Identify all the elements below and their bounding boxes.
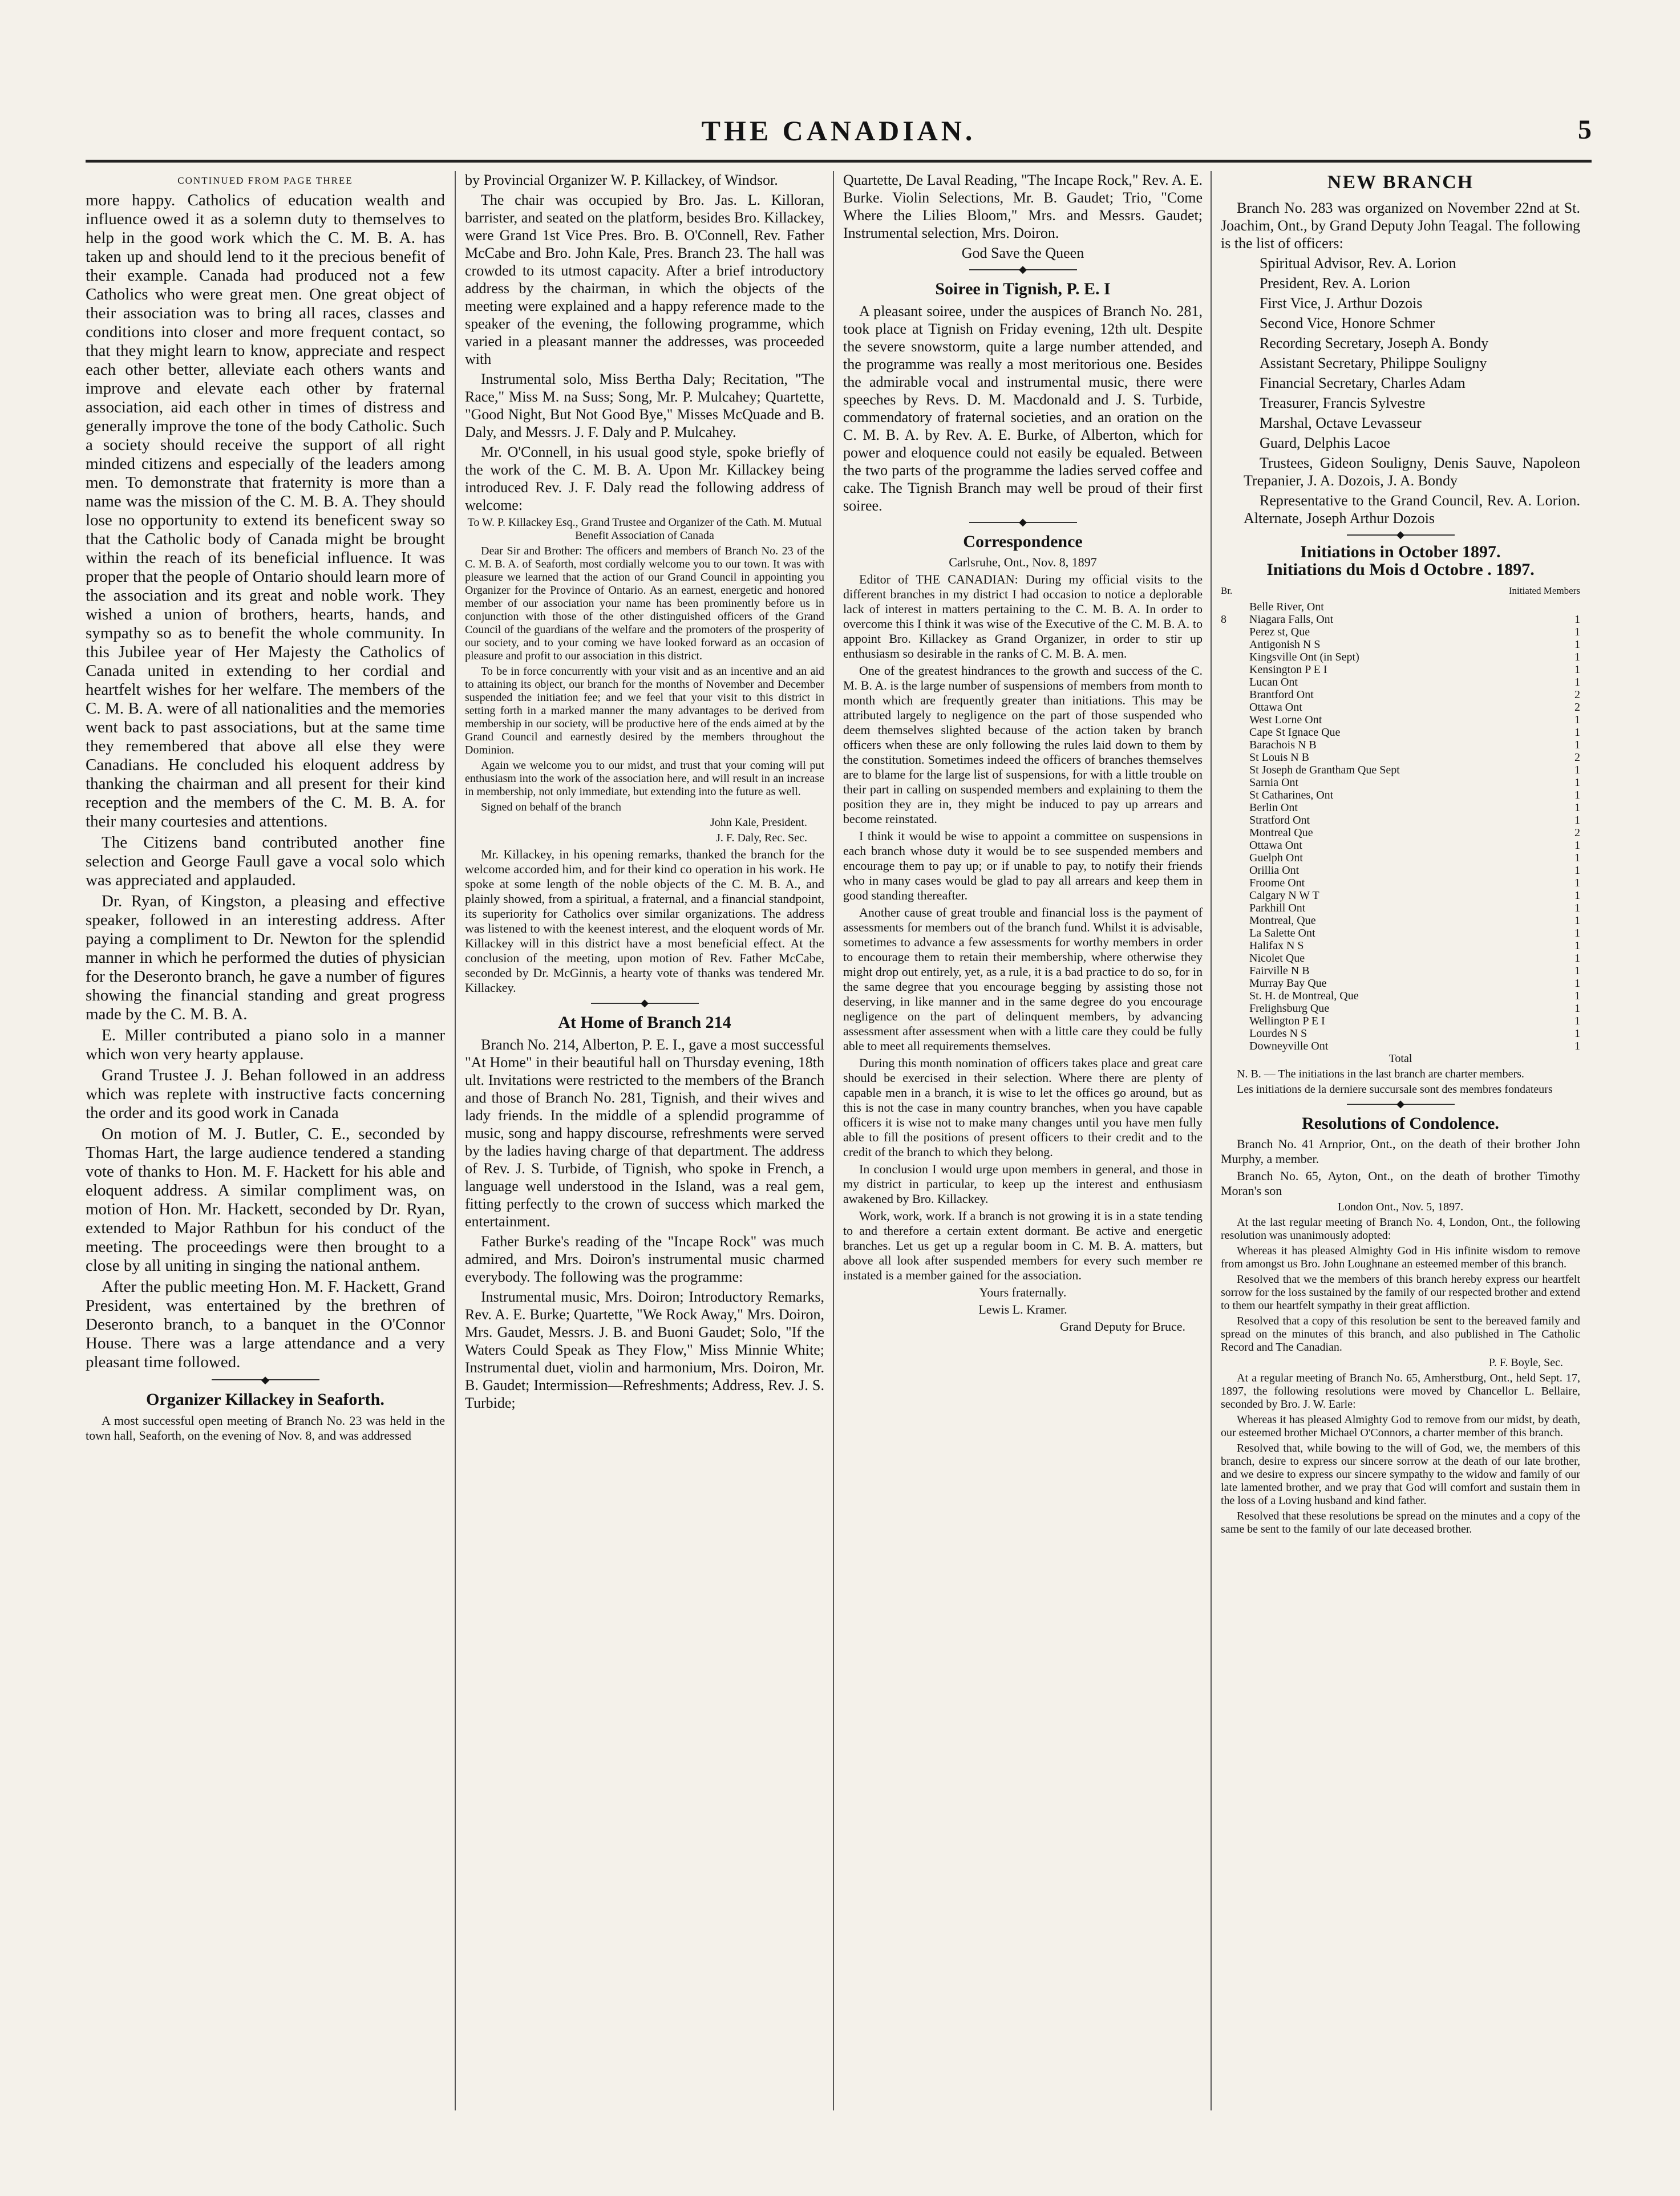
branch-number xyxy=(1221,914,1249,927)
officer-line: First Vice, J. Arthur Dozois xyxy=(1260,295,1423,311)
letter-paragraph: One of the greatest hindrances to the growth and success of the C. M. B. A. is the large number of suspensions of members from month to month which are frequently greater than initiations. This may be attributed largely to negligence on the part of those suspended who deem themselves slighted because of the action taken by branch officers when these are only following the rules laid down to them by the constitution. Sometimes indeed the officers of branches themselves are to blame for the large list of suspensions, for with a little trouble on their part in calling on suspended members and explaining to them the position they are in, they might be induced to pay up arrears and become reinstated. xyxy=(843,663,1203,826)
closing-line: God Save the Queen xyxy=(961,245,1084,261)
article-paragraph: Quartette, De Laval Reading, "The Incape Rock," Rev. A. E. Burke. Violin Selections, Mr. B. Gaudet; Trio, "Come Where the Lilies Bloom," Mrs. and Messrs. Gaudet; Instrumental selection, Mrs. Doiron. xyxy=(843,172,1203,241)
masthead-rule xyxy=(86,160,1592,163)
branch-number xyxy=(1221,990,1249,1002)
branch-place: West Lorne Ont xyxy=(1249,714,1322,726)
article-paragraph: Instrumental music, Mrs. Doiron; Introductory Remarks, Rev. A. E. Burke; Quartette, "We Rock Away," Mrs. Doiron, Mrs. Gaudet, Messrs. J. B. and Buoni Gaudet; Solo, "If the Waters Could Speak as They Flow," Miss Minnie White; Instrumental duet, violin and harmonium, Mrs. Doiron, Mr. B. Gaudet; Intermission—Refreshments; Address, Rev. J. S. Turbide; xyxy=(465,1289,824,1411)
article-heading: Correspondence xyxy=(963,532,1083,551)
branch-number xyxy=(1221,939,1249,952)
column-2 xyxy=(465,171,824,2110)
col-branch: Br. xyxy=(1221,585,1233,596)
table-row xyxy=(1221,1027,1580,1040)
branch-number xyxy=(1221,739,1249,751)
table-row xyxy=(1221,688,1580,701)
signature: John Kale, President. xyxy=(710,816,807,829)
article-paragraph: Branch No. 65, Ayton, Ont., on the death of brother Timothy Moran's son xyxy=(1221,1169,1580,1198)
table-row xyxy=(1221,751,1580,764)
resolution-paragraph: Resolved that a copy of this resolution be sent to the bereaved family and spread on the minutes of this branch, and also published in The Catholic Record and The Canadian. xyxy=(1221,1315,1580,1354)
table-row xyxy=(1221,701,1580,714)
branch-place: St. H. de Montreal, Que xyxy=(1249,990,1359,1002)
branch-number xyxy=(1221,977,1249,990)
initiated-count: 2 xyxy=(1574,688,1580,701)
article-heading: At Home of Branch 214 xyxy=(558,1013,731,1032)
table-row xyxy=(1221,990,1580,1002)
branch-number xyxy=(1221,638,1249,651)
article-paragraph: Branch No. 214, Alberton, P. E. I., gave a most successful "At Home" in their beautiful hall on Thursday evening, 18th ult. Invitations were restricted to the members of the Branch and those of Branch No. 281, Tignish, and their wives and lady friends. In the middle of a splendid programme of music, song and happy discourse, refreshments were served by the ladies having charge of that department. The address of Rev. J. S. Turbide, of Tignish, who spoke in French, a language well understood in the Island, was a real gem, fitting perfectly to the crown of success which marked the entertainment. xyxy=(465,1036,824,1230)
address-salutation: To W. P. Killackey Esq., Grand Trustee and Organizer of the Cath. M. Mutual Benefit Association of Canada xyxy=(467,516,822,542)
table-row xyxy=(1221,1015,1580,1027)
branch-place: Ottawa Ont xyxy=(1249,839,1302,852)
article-paragraph: Dr. Ryan, of Kingston, a pleasing and effective speaker, followed in an interesting address. After paying a compliment to Dr. Newton for the splendid manner in which he performed the duties of physician for the Deseronto branch, he gave a number of figures showing the financial standing and great progress made by the C. M. B. A. xyxy=(86,892,445,1023)
signature: Lewis L. Kramer. xyxy=(978,1302,1067,1316)
article-paragraph: The chair was occupied by Bro. Jas. L. Killoran, barrister, and seated on the platform, besides Bro. Killackey, were Grand 1st Vice Pres. Bro. B. O'Connell, Rev. Father McCabe and Bro. John Kale, Pres. Branch 23. The hall was crowded to its utmost capacity. After a brief introductory address by the chairman, in which the objects of the meeting were explained and a happy reference made to the speaker of the evening, the following programme, which varied in a pleasant manner the addresses, was proceeded with xyxy=(465,192,824,367)
article-paragraph: Branch No. 283 was organized on November 22nd at St. Joachim, Ont., by Grand Deputy John Teagal. The following is the list of officers: xyxy=(1221,200,1580,252)
table-row xyxy=(1221,776,1580,789)
total-label: Total xyxy=(1388,1052,1412,1065)
branch-place: St Joseph de Grantham Que Sept xyxy=(1249,764,1400,776)
article-paragraph: Mr. Killackey, in his opening remarks, thanked the branch for the welcome accorded him, and for their kind co operation in his work. He spoke at some length of the noble objects of the C. M. B. A., and plainly showed, from a spiritual, a fraternal, and a financial standpoint, its superiority for Catholics over similar organizations. The address was listened to with the keenest interest, and the eloquent words of Mr. Killackey will in this district have a most beneficial effect. At the conclusion of the meeting, upon motion of Rev. Father McCabe, seconded by Dr. McGinnis, a hearty vote of thanks was tendered Mr. Killackey. xyxy=(465,847,824,995)
branch-place: Murray Bay Que xyxy=(1249,977,1327,990)
letter-paragraph: Work, work, work. If a branch is not growing it is in a state tending to and therefore a certain extent dormant. Be active and energetic branches. Let us get up a regular boom in C. M. B. A. matters, but above all look after suspended members for every such member re instated is a member gained for the association. xyxy=(843,1209,1203,1282)
officer-line: Recording Secretary, Joseph A. Bondy xyxy=(1260,335,1489,351)
resolution-paragraph: Resolved that these resolutions be spread on the minutes and a copy of the same be sent to the family of our late deceased brother. xyxy=(1221,1510,1580,1535)
table-row xyxy=(1221,902,1580,914)
article-paragraph: Mr. O'Connell, in his usual good style, spoke briefly of the work of the C. M. B. A. Upon Mr. Killackey being introduced Rev. J. F. Daly read the following address of welcome: xyxy=(465,444,824,513)
table-row xyxy=(1221,651,1580,663)
article-heading: Organizer Killackey in Seaforth. xyxy=(146,1390,384,1409)
branch-number xyxy=(1221,626,1249,638)
branch-number xyxy=(1221,776,1249,789)
officer-line: Second Vice, Honore Schmer xyxy=(1260,315,1435,331)
branch-place: Ottawa Ont xyxy=(1249,701,1302,714)
column-3 xyxy=(843,171,1203,2110)
column-4 xyxy=(1221,171,1580,2110)
address-paragraph: To be in force concurrently with your visit and as an incentive and an aid to attaining its object, our branch for the months of November and December suspended the initiation fee; and we feel that your visit to this district in setting forth in a marked manner the many advantages to be derived from membership in our society, will be productive here of the ends aimed at by the Grand Council and earnestly desired by the members throughout the Dominion. xyxy=(465,665,824,756)
table-row xyxy=(1221,801,1580,814)
table-row xyxy=(1221,889,1580,902)
branch-place: Belle River, Ont xyxy=(1249,601,1324,613)
table-row xyxy=(1221,877,1580,889)
signed-line: Signed on behalf of the branch xyxy=(481,801,622,813)
dateline: London Ont., Nov. 5, 1897. xyxy=(1337,1201,1464,1213)
initiated-count: 1 xyxy=(1574,801,1580,814)
officer-line: Marshal, Octave Levasseur xyxy=(1260,415,1422,431)
article-heading: Resolutions of Condolence. xyxy=(1302,1114,1499,1133)
initiated-count: 1 xyxy=(1574,1040,1580,1052)
table-row xyxy=(1221,839,1580,852)
officer-line: Spiritual Advisor, Rev. A. Lorion xyxy=(1260,255,1456,272)
branch-place: Orillia Ont xyxy=(1249,864,1300,877)
branch-place: Kensington P E I xyxy=(1249,663,1327,676)
initiated-count: 2 xyxy=(1574,701,1580,714)
branch-number xyxy=(1221,789,1249,801)
branch-place: Lourdes N S xyxy=(1249,1027,1307,1040)
initiated-count: 1 xyxy=(1574,739,1580,751)
branch-place: Perez st, Que xyxy=(1249,626,1310,638)
article-paragraph: Father Burke's reading of the "Incape Rock" was much admired, and Mrs. Doiron's instrumental music charmed everybody. The following was the programme: xyxy=(465,1233,824,1285)
branch-number xyxy=(1221,663,1249,676)
table-row xyxy=(1221,965,1580,977)
branch-number xyxy=(1221,751,1249,764)
branch-number xyxy=(1221,701,1249,714)
officer-line: President, Rev. A. Lorion xyxy=(1260,275,1411,291)
table-row xyxy=(1221,714,1580,726)
letter-paragraph: Another cause of great trouble and financial loss is the payment of assessments for members out of the branch fund. Whilst it is advisable, sometimes to advance a few assessments for worthy members in order to encourage them to retain their membership, where otherwise they might drop out entirely, yet, as a rule, it is a bad practice to do so, for in the same degree that you encourage begging by assisting those not deserving, in like manner and in the same degree do you encourage negligence on the part of delinquent members, by advancing assessment after assessment when with a little care they could be fully able to meet all requirements themselves. xyxy=(843,905,1203,1053)
branch-place: Froome Ont xyxy=(1249,877,1305,889)
article-paragraph: A pleasant soiree, under the auspices of Branch No. 281, took place at Tignish on Friday evening, 12th ult. Despite the severe snowstorm, quite a large number attended, and the programme was really a most meritorious one. Besides the admirable vocal and instrumental music, there were speeches by Revs. D. M. Macdonald and J. S. Turbide, commendatory of fraternal societies, and an oration on the C. M. B. A. by Rev. A. E. Burke, of Alberton, which for power and eloquence could not easily be equaled. Between the two parts of the programme the ladies served coffee and cake. The Tignish Branch may well be proud of their first soiree. xyxy=(843,303,1203,514)
branch-number xyxy=(1221,1027,1249,1040)
table-row xyxy=(1221,864,1580,877)
resolution-paragraph: Resolved that we the members of this branch hereby express our heartfelt sorrow for the loss sustained by the family of our respected brother and extend to them our heartfelt sympathy in their great affliction. xyxy=(1221,1273,1580,1312)
branch-number xyxy=(1221,889,1249,902)
resolution-paragraph: Whereas it has pleased Almighty God in His infinite wisdom to remove from amongst us Bro. John Loughnane an esteemed member of this branch. xyxy=(1221,1245,1580,1270)
initiated-count: 1 xyxy=(1574,1002,1580,1015)
branch-place: St Louis N B xyxy=(1249,751,1310,764)
branch-number xyxy=(1221,864,1249,877)
branch-number xyxy=(1221,902,1249,914)
section-divider xyxy=(1221,532,1580,538)
initiated-count: 1 xyxy=(1574,651,1580,663)
article-heading: Soiree in Tignish, P. E. I xyxy=(935,279,1111,298)
article-paragraph: On motion of M. J. Butler, C. E., seconded by Thomas Hart, the large audience tendered a standing vote of thanks to Hon. M. F. Hackett for his able and eloquent address. A similar compliment was, on motion of Hon. Mr. Hackett, seconded by Dr. Ryan, extended to Major Rathbun for his conduct of the meeting. The proceedings were then brought to a close by all uniting in singing the national anthem. xyxy=(86,1125,445,1275)
branch-number xyxy=(1221,814,1249,826)
branch-place: Montreal Que xyxy=(1249,826,1313,839)
initiated-count: 1 xyxy=(1574,814,1580,826)
article-heading: NEW BRANCH xyxy=(1327,172,1474,193)
col-members: Initiated Members xyxy=(1508,585,1580,596)
initiated-count: 1 xyxy=(1574,638,1580,651)
table-row xyxy=(1221,852,1580,864)
initiated-count: 1 xyxy=(1574,663,1580,676)
officer-line: Financial Secretary, Charles Adam xyxy=(1260,375,1466,391)
initiated-count: 1 xyxy=(1574,990,1580,1002)
branch-place: Kingsville Ont (in Sept) xyxy=(1249,651,1359,663)
initiated-count: 1 xyxy=(1574,977,1580,990)
masthead xyxy=(86,114,1592,154)
table-row xyxy=(1221,726,1580,739)
signature: J. F. Daly, Rec. Sec. xyxy=(716,832,807,844)
branch-number xyxy=(1221,852,1249,864)
initiated-count: 1 xyxy=(1574,726,1580,739)
section-divider xyxy=(86,1376,445,1383)
table-row xyxy=(1221,638,1580,651)
branch-number xyxy=(1221,676,1249,688)
table-row xyxy=(1221,927,1580,939)
branch-place: Antigonish N S xyxy=(1249,638,1321,651)
branch-number xyxy=(1221,1002,1249,1015)
branch-number xyxy=(1221,826,1249,839)
branch-place: Fairville N B xyxy=(1249,965,1310,977)
initiated-count: 1 xyxy=(1574,939,1580,952)
table-row xyxy=(1221,814,1580,826)
signature: P. F. Boyle, Sec. xyxy=(1488,1356,1563,1369)
note-fr: Les initiations de la derniere succursale sont des membres fondateurs xyxy=(1237,1083,1553,1096)
initiated-count: 1 xyxy=(1574,613,1580,626)
initiations-title-fr: Initiations du Mois d Octobre . 1897. xyxy=(1266,560,1535,579)
branch-number xyxy=(1221,601,1249,613)
page-number: 5 xyxy=(1578,115,1592,145)
branch-place: La Salette Ont xyxy=(1249,927,1315,939)
branch-number xyxy=(1221,726,1249,739)
branch-place: Lucan Ont xyxy=(1249,676,1298,688)
initiated-count: 1 xyxy=(1574,889,1580,902)
branch-place: Niagara Falls, Ont xyxy=(1249,613,1334,626)
branch-number xyxy=(1221,1015,1249,1027)
initiated-count: 1 xyxy=(1574,864,1580,877)
branch-place: Montreal, Que xyxy=(1249,914,1316,927)
dateline: Carlsruhe, Ont., Nov. 8, 1897 xyxy=(949,555,1097,569)
section-divider xyxy=(1221,1101,1580,1108)
column-divider xyxy=(833,171,834,2110)
initiated-count: 1 xyxy=(1574,764,1580,776)
initiated-count: 1 xyxy=(1574,852,1580,864)
initiated-count: 2 xyxy=(1574,751,1580,764)
branch-number xyxy=(1221,764,1249,776)
branch-number: 8 xyxy=(1221,613,1226,626)
branch-place: Frelighsburg Que xyxy=(1249,1002,1330,1015)
table-row xyxy=(1221,764,1580,776)
section-divider xyxy=(843,266,1203,273)
article-paragraph: Instrumental solo, Miss Bertha Daly; Recitation, "The Race," Miss M. na Suss; Song, Mr. P. Mulcahey; Quartette, "Good Night, But Not Good Bye," Misses McQuade and B. Daly, and Messrs. J. F. Daly and P. Mulcahey. xyxy=(465,371,824,440)
table-row xyxy=(1221,1002,1580,1015)
letter-closing: Yours fraternally. xyxy=(979,1285,1067,1299)
initiated-count: 1 xyxy=(1574,676,1580,688)
table-row xyxy=(1221,826,1580,839)
signature-title: Grand Deputy for Bruce. xyxy=(1060,1319,1185,1334)
initiated-count: 1 xyxy=(1574,914,1580,927)
initiated-count: 1 xyxy=(1574,965,1580,977)
resolution-paragraph: Whereas it has pleased Almighty God to remove from our midst, by death, our esteemed brother Michael O'Connors, a charter member of this branch. xyxy=(1221,1413,1580,1439)
officer-line: Assistant Secretary, Philippe Souligny xyxy=(1260,355,1487,371)
table-row xyxy=(1221,1040,1580,1052)
officer-line: Trustees, Gideon Souligny, Denis Sauve, Napoleon Trepanier, J. A. Dozois, J. A. Bondy xyxy=(1244,455,1580,489)
section-divider xyxy=(465,1000,824,1007)
newspaper-title: THE CANADIAN. xyxy=(701,115,976,147)
article-paragraph: After the public meeting Hon. M. F. Hackett, Grand President, was entertained by the brethren of Deseronto branch, to a banquet in the O'Connor House. There was a large attendance and a very pleasant time followed. xyxy=(86,1278,445,1371)
column-1 xyxy=(86,171,445,2110)
initiated-count: 1 xyxy=(1574,877,1580,889)
table-row xyxy=(1221,939,1580,952)
officer-line: Representative to the Grand Council, Rev. A. Lorion. Alternate, Joseph Arthur Dozois xyxy=(1244,492,1580,526)
initiated-count: 2 xyxy=(1574,826,1580,839)
branch-number xyxy=(1221,927,1249,939)
branch-place: Nicolet Que xyxy=(1249,952,1305,965)
initiations-table xyxy=(1221,601,1580,1052)
article-paragraph: Grand Trustee J. J. Behan followed in an address which was replete with instructive facts concerning the order and its good work in Canada xyxy=(86,1066,445,1122)
initiated-count: 1 xyxy=(1574,927,1580,939)
branch-place: Sarnia Ont xyxy=(1249,776,1299,789)
branch-number xyxy=(1221,952,1249,965)
article-paragraph: Branch No. 41 Arnprior, Ont., on the death of their brother John Murphy, a member. xyxy=(1221,1137,1580,1166)
resolution-paragraph: At a regular meeting of Branch No. 65, Amherstburg, Ont., held Sept. 17, 1897, the following resolutions were moved by Chancellor L. Bellaire, seconded by Bro. J. W. Earle: xyxy=(1221,1372,1580,1411)
note-en: N. B. — The initiations in the last branch are charter members. xyxy=(1237,1068,1524,1080)
officer-line: Treasurer, Francis Sylvestre xyxy=(1260,395,1426,411)
branch-place: Downeyville Ont xyxy=(1249,1040,1329,1052)
initiated-count: 1 xyxy=(1574,776,1580,789)
initiated-count: 1 xyxy=(1574,1015,1580,1027)
branch-place: Calgary N W T xyxy=(1249,889,1319,902)
article-paragraph: A most successful open meeting of Branch No. 23 was held in the town hall, Seaforth, on the evening of Nov. 8, and was addressed xyxy=(86,1413,445,1443)
article-paragraph: The Citizens band contributed another fine selection and George Faull gave a vocal solo which was appreciated and applauded. xyxy=(86,833,445,889)
resolution-paragraph: Resolved that, while bowing to the will of God, we, the members of this branch, desire to express our sincere sorrow at the death of our late brother, and we desire to express our sincere sympathy to the widow and family of our late lamented brother, and we pray that God will comfort and sustain them in the loss of a Loving husband and kind father. xyxy=(1221,1442,1580,1507)
column-divider xyxy=(1211,171,1212,2110)
column-divider xyxy=(455,171,456,2110)
article-paragraph: more happy. Catholics of education wealth and influence owed it as a solemn duty to themselves to help in the good work which the C. M. B. A. has taken up and should lend to it the precious benefit of their example. Canada had produced not a few Catholics who were great men. One great object of their association was to bring all races, classes and conditions into closer and more frequent contact, so that they might learn to know, appreciate and respect each other better, alleviate each others wants and improve and elevate each other by fraternal association, aid each other in times of distress and generally improve the tone of the body Catholic. Such a society should receive the support of all right minded citizens and especially of the leaders among men. To demonstrate that fraternity is more than a name was the mission of the C. M. B. A. They should lose no opportunity to extend its beneficent sway so that the Catholic body of Canada might be brought within the reach of its beneficial influence. It was proper that the people of Ontario should learn more of the association and its great and noble work. They wished a union of brothers, hearts, hands, and sympathy so as to benefit the whole community. In this Jubilee year of Her Majesty the Catholics of Canada united in extending to her cordial and heartfelt wishes for her welfare. The members of the C. M. B. A. were of all nationalities and the memories went back to past associations, but at the same time they remembered that above all else they were Canadians. He concluded his eloquent address by thanking the chairman and all present for their kind reception and the members of the C. M. B. A. for their many courtesies and attentions. xyxy=(86,191,445,830)
branch-number xyxy=(1221,839,1249,852)
initiated-count: 1 xyxy=(1574,714,1580,726)
continued-note: CONTINUED FROM PAGE THREE xyxy=(177,175,353,186)
branch-place: Berlin Ont xyxy=(1249,801,1298,814)
letter-paragraph: In conclusion I would urge upon members in general, and those in my district in particular, to keep up the interest and enthusiasm awakened by Bro. Killackey. xyxy=(843,1162,1203,1206)
table-row xyxy=(1221,977,1580,990)
initiated-count: 1 xyxy=(1574,902,1580,914)
branch-place: St Catharines, Ont xyxy=(1249,789,1334,801)
table-row xyxy=(1221,601,1580,613)
officer-line: Guard, Delphis Lacoe xyxy=(1260,435,1390,451)
table-row xyxy=(1221,914,1580,927)
branch-number xyxy=(1221,877,1249,889)
initiated-count: 1 xyxy=(1574,952,1580,965)
initiated-count: 1 xyxy=(1574,789,1580,801)
branch-place: Barachois N B xyxy=(1249,739,1317,751)
initiated-count: 1 xyxy=(1574,626,1580,638)
address-paragraph: Dear Sir and Brother: The officers and members of Branch No. 23 of the C. M. B. A. of Seaforth, most cordially welcome you to our town. It was with pleasure we learned that the action of our Grand Council in appointing you Organizer for the Province of Ontario. As an earnest, energetic and honored member of our association your name has been prominently before us in conjunction with those of the other distinguished officers of the Grand Council of the guardians of the welfare and the promoters of the prosperity of our society, and to your coming we have looked forward as an occasion of pleasure and profit to our association in this district. xyxy=(465,545,824,662)
branch-place: Stratford Ont xyxy=(1249,814,1310,826)
branch-number xyxy=(1221,1040,1249,1052)
table-row xyxy=(1221,676,1580,688)
branch-place: Wellington P E I xyxy=(1249,1015,1325,1027)
initiated-count: 1 xyxy=(1574,839,1580,852)
section-divider xyxy=(843,519,1203,526)
branch-place: Parkhill Ont xyxy=(1249,902,1306,914)
branch-number xyxy=(1221,714,1249,726)
initiated-count xyxy=(1557,601,1580,613)
branch-place: Brantford Ont xyxy=(1249,688,1314,701)
address-paragraph: Again we welcome you to our midst, and trust that your coming will put enthusiasm into the work of the association here, and will result in an increase in membership, not only immediate, but extending into the future as well. xyxy=(465,759,824,798)
resolution-paragraph: At the last regular meeting of Branch No. 4, London, Ont., the following resolution was unanimously adopted: xyxy=(1221,1216,1580,1242)
table-row xyxy=(1221,789,1580,801)
initiations-title: Initiations in October 1897. xyxy=(1300,542,1501,561)
initiations-header xyxy=(1221,582,1580,599)
initiated-count: 1 xyxy=(1574,1027,1580,1040)
table-row xyxy=(1221,739,1580,751)
table-row xyxy=(1221,952,1580,965)
article-paragraph: E. Miller contributed a piano solo in a manner which won very hearty applause. xyxy=(86,1026,445,1063)
branch-number xyxy=(1221,688,1249,701)
letter-paragraph: During this month nomination of officers takes place and great care should be exercised in their selection. Where there are plenty of capable men in a branch, it is wise to let the offices go around, but as this is not the case in many country branches, when you have capable officers it is wise not to make many changes until you have men fully able to fill the positions of present officers to their credit and to the credit of the branch to which they belong. xyxy=(843,1056,1203,1159)
branch-number xyxy=(1221,651,1249,663)
letter-paragraph: I think it would be wise to appoint a committee on suspensions in each branch whose duty it would be to see suspended members and encourage them to pay up; or if unable to pay, to notify their friends who in many cases would be glad to pay all arrears and keep them in good standing thereafter. xyxy=(843,829,1203,902)
branch-place: Cape St Ignace Que xyxy=(1249,726,1341,739)
branch-number xyxy=(1221,801,1249,814)
branch-place: Halifax N S xyxy=(1249,939,1304,952)
article-paragraph: by Provincial Organizer W. P. Killackey, of Windsor. xyxy=(465,172,778,188)
table-row xyxy=(1221,626,1580,638)
branch-number xyxy=(1221,965,1249,977)
table-row xyxy=(1221,613,1580,626)
table-row xyxy=(1221,663,1580,676)
letter-paragraph: Editor of THE CANADIAN: During my official visits to the different branches in my district I had occasion to notice a deplorable lack of interest in matters pertaining to the C. M. B. A. In order to overcome this I think it was wise of the Executive of the C. M. B. A. to appoint Bro. Killackey as Grand Organizer, in order to stir up enthusiasm so desirable in the ranks of C. M. B. A. men. xyxy=(843,572,1203,661)
branch-place: Guelph Ont xyxy=(1249,852,1303,864)
